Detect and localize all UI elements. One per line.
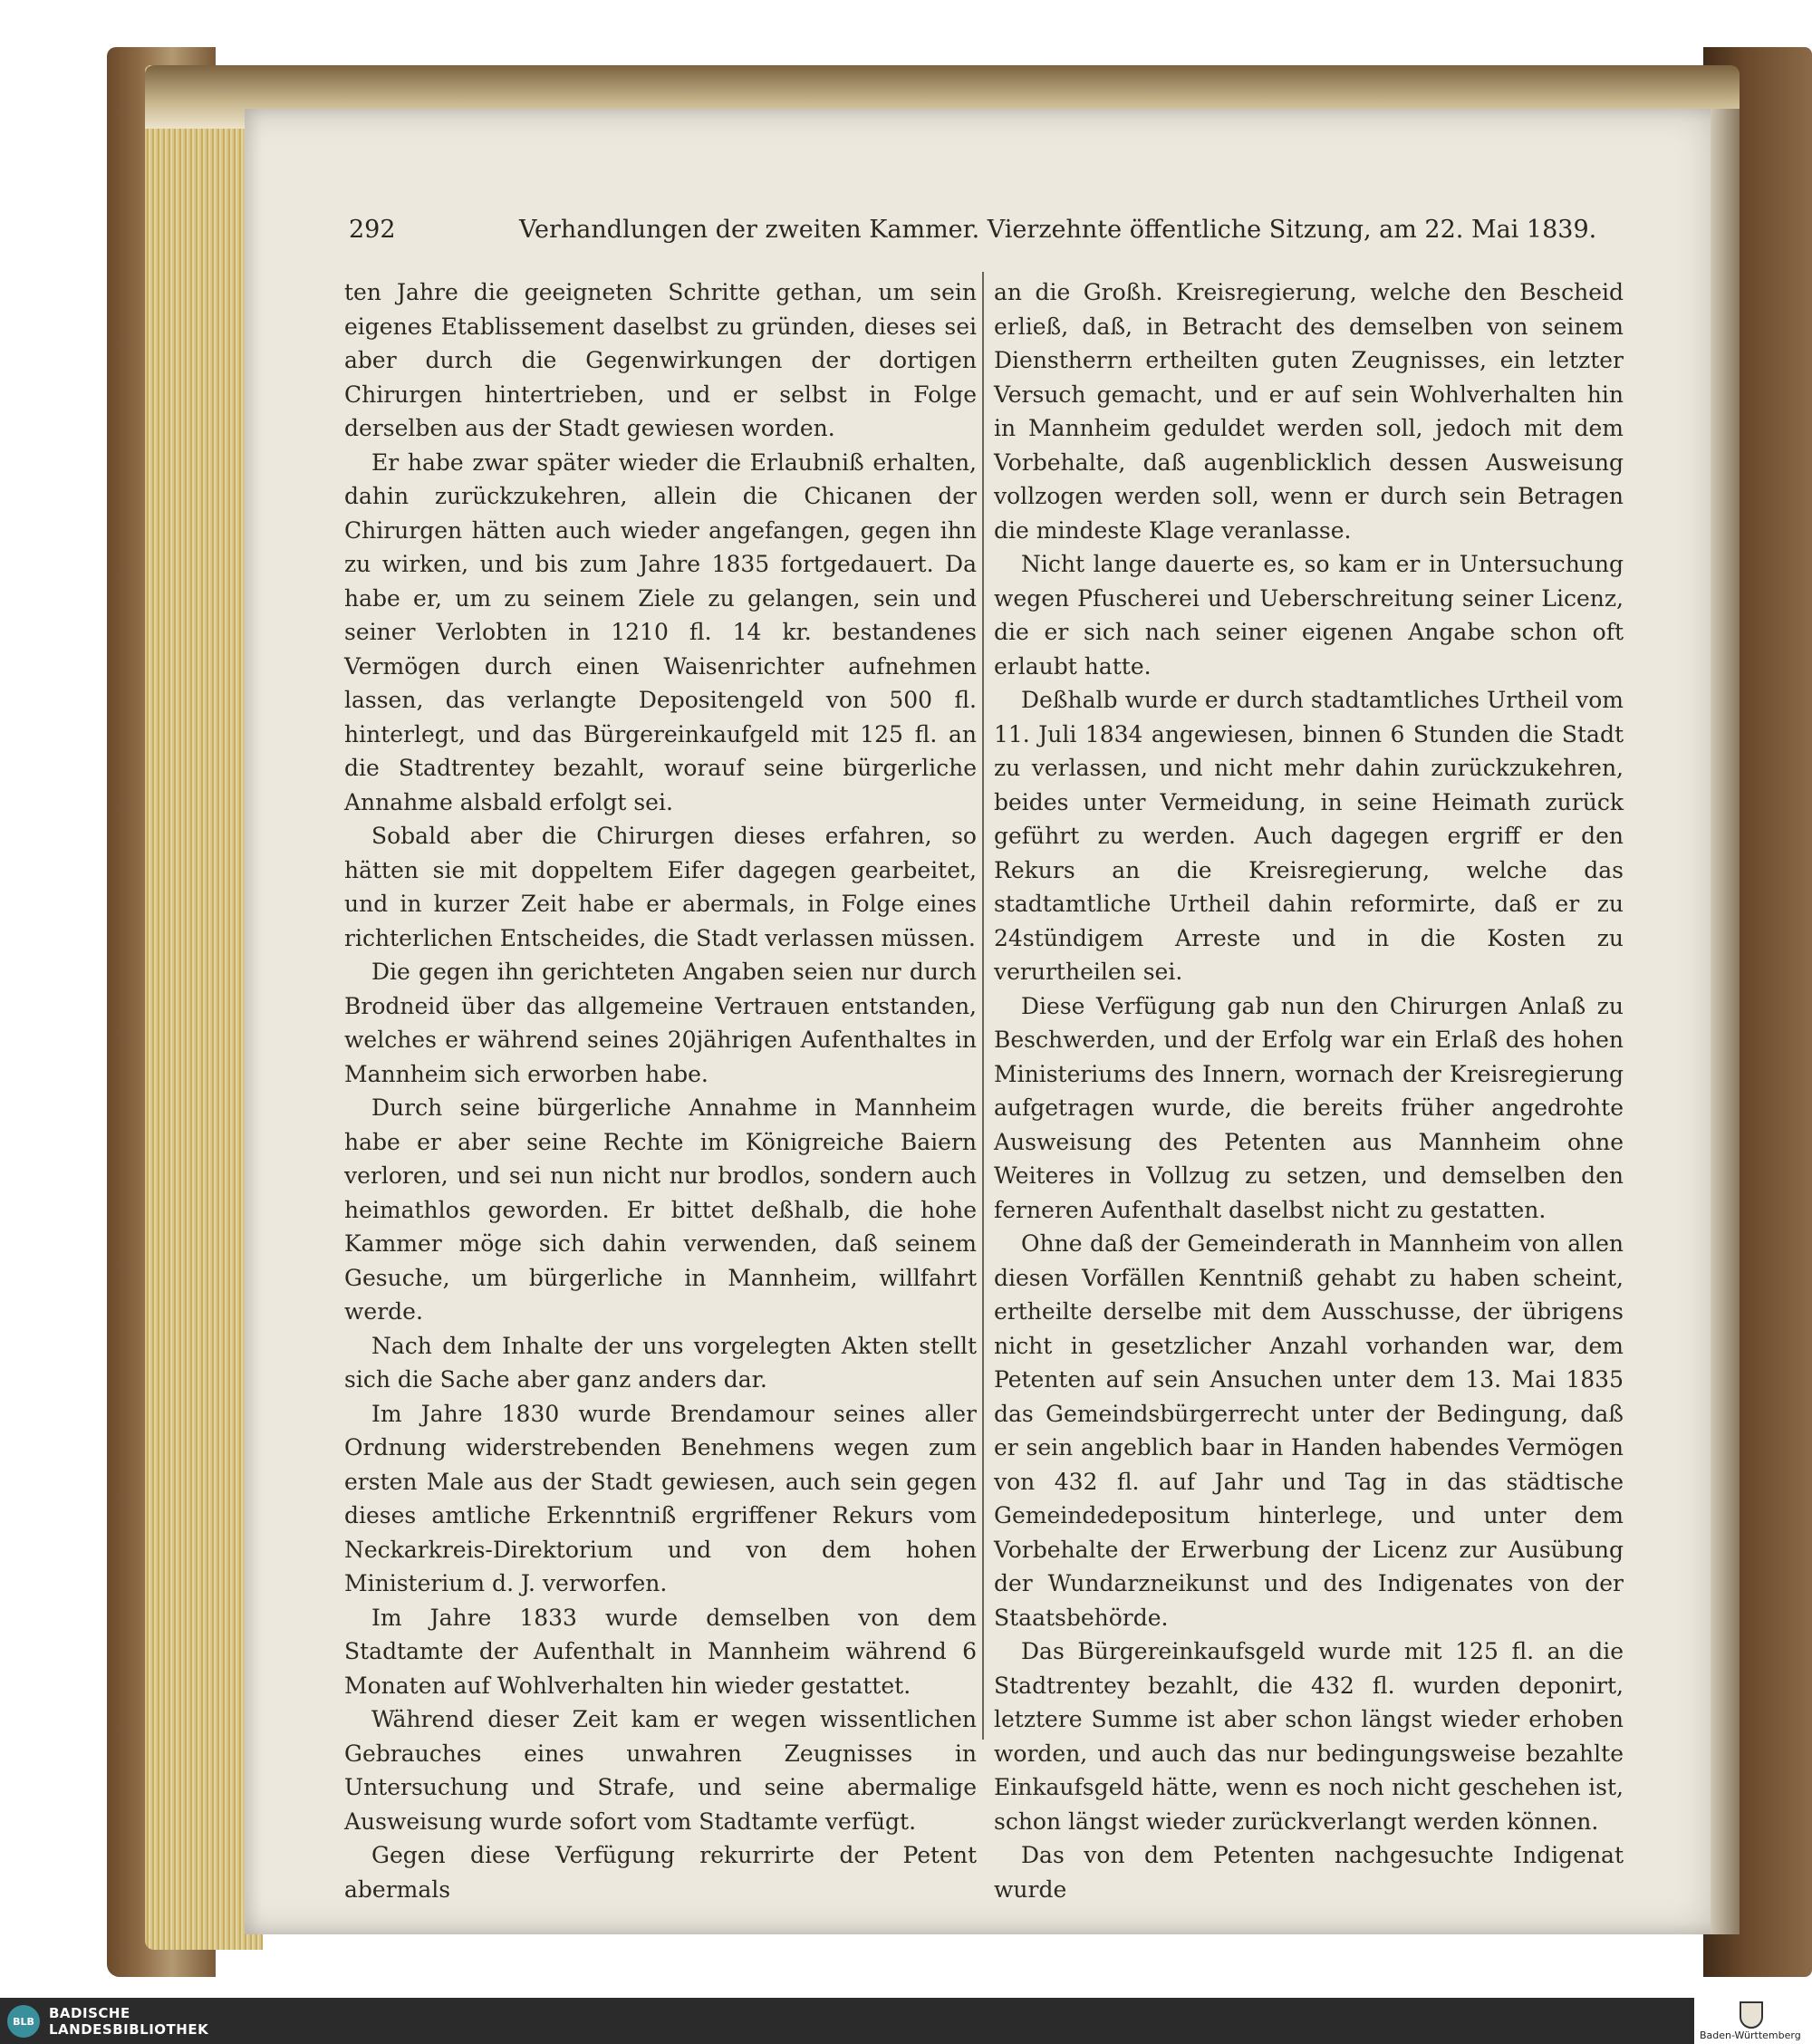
paragraph: Diese Verfügung gab nun den Chirurgen Anlaß zu Beschwerden, und der Erfolg war ein Erlaß des hohen Ministeriums des Innern, wornach der Kreisregierung aufgetragen wurde, die bereits früher angedrohte Ausweisung des Petenten aus Mannheim ohne Weiteres in Vollzug zu setzen, und demselben den ferneren Aufenthalt daselbst nicht zu gestatten. — [994, 992, 1624, 1223]
paragraph: ten Jahre die geeigneten Schritte gethan, um sein eigenes Etablissement daselbst zu gründen, dieses sei aber durch die Gegenwirkungen der dortigen Chirurgen hintertrieben, und er selbst in Folge derselben aus der Stadt gewiesen worden. — [344, 279, 977, 441]
footer-bar — [0, 1998, 1812, 2044]
paragraph: Ohne daß der Gemeinderath in Mannheim von allen diesen Vorfällen Kenntniß gehabt zu haben scheint, ertheilte derselbe mit dem Ausschusse, der übrigens nicht in gesetzlicher Anzahl vorhanden war, dem Petenten auf sein Ansuchen unter dem 13. Mai 1835 das Gemeindsbürgerrecht unter der Bedingung, daß er sein angeblich baar in Handen habendes Vermögen von 432 fl. auf Jahr und Tag in das städtische Gemeindedepositum hinterlege, und unter dem Vorbehalte der Erwerbung der Licenz zur Ausübung der Wundarzneikunst und des Indigenates von der Staatsbehörde. — [994, 1230, 1624, 1631]
paragraph: Nach dem Inhalte der uns vorgelegten Akten stellt sich die Sache aber ganz anders dar. — [344, 1332, 977, 1393]
paragraph: Während dieser Zeit kam er wegen wissentlichen Gebrauches eines unwahren Zeugnisses in Untersuchung und Strafe, und seine abermalige Ausweisung wurde sofort vom Stadtamte verfügt. — [344, 1706, 977, 1835]
paragraph: Er habe zwar später wieder die Erlaubniß erhalten, dahin zurückzukehren, allein die Chicanen der Chirurgen hätten auch wieder angefangen, gegen ihn zu wirken, und bis zum Jahre 1835 fortgedauert. Da habe er, um zu seinem Ziele zu gelangen, sein und seiner Verlobten in 1210 fl. 14 kr. bestandenes Vermögen durch einen Waisenrichter aufnehmen lassen, das verlangte Depositengeld von 500 fl. hinterlegt, und das Bürgereinkaufgeld mit 125 fl. an die Stadtrentey bezahlt, worauf seine bürgerliche Annahme alsbald erfolgt sei. — [344, 448, 977, 815]
header-title: Verhandlungen der zweiten Kammer. Vierzehnte öffentliche Sitzung, am 22. Mai 1839. — [519, 216, 1597, 244]
page-gutter — [1711, 109, 1740, 1934]
paragraph: Nicht lange dauerte es, so kam er in Untersuchung wegen Pfuscherei und Ueberschreitung seiner Licenz, die er sich nach seiner eigenen Angabe schon oft erlaubt hatte. — [994, 551, 1624, 680]
library-name-line1: BADISCHE — [49, 2005, 130, 2021]
paragraph: an die Großh. Kreisregierung, welche den Bescheid erließ, daß, in Betracht des demselben von seinem Dienstherrn ertheilten guten Zeugnisses, ein letzter Versuch gemacht, und er auf sein Wohlverhalten hin in Mannheim geduldet werden soll, jedoch mit dem Vorbehalte, daß augenblicklich dessen Ausweisung vollzogen werden soll, wenn er durch sein Betragen die mindeste Klage veranlasse. — [994, 279, 1624, 544]
page-number: 292 — [349, 216, 396, 244]
state-logo[interactable] — [1694, 1998, 1812, 2044]
paragraph: Das Bürgereinkaufsgeld wurde mit 125 fl. an die Stadtrentey bezahlt, die 432 fl. wurden deponirt, letztere Summe ist aber schon längst wieder erhoben worden, und auch das nur bedingungsweise bezahlte Einkaufsgeld hätte, wenn es noch nicht geschehen ist, schon längst wieder zurückverlangt werden können. — [994, 1638, 1624, 1835]
paragraph: Im Jahre 1830 wurde Brendamour seines aller Ordnung widerstrebenden Benehmens wegen zum ersten Male aus der Stadt gewiesen, auch sein gegen dieses amtliche Erkenntniß ergriffener Rekurs vom Neckarkreis-Direktorium und von dem hohen Ministerium d. J. verworfen. — [344, 1400, 977, 1596]
text-column-right — [994, 275, 1624, 1906]
paragraph: Gegen diese Verfügung rekurrirte der Petent abermals — [344, 1842, 977, 1903]
running-head — [349, 216, 1597, 252]
paragraph: Sobald aber die Chirurgen dieses erfahren, so hätten sie mit doppeltem Eifer dagegen gearbeitet, und in kurzer Zeit habe er abermals, in Folge eines richterlichen Entscheides, die Stadt verlassen müssen. — [344, 823, 977, 951]
paragraph: Das von dem Petenten nachgesuchte Indigenat wurde — [994, 1842, 1624, 1903]
paragraph: Die gegen ihn gerichteten Angaben seien nur durch Brodneid über das allgemeine Vertrauen entstanden, welches er während seines 20jährigen Aufenthaltes in Mannheim sich erworben habe. — [344, 959, 977, 1087]
paragraph: Im Jahre 1833 wurde demselben von dem Stadtamte der Aufenthalt in Mannheim während 6 Monaten auf Wohlverhalten hin wieder gestattet. — [344, 1604, 977, 1699]
blb-logo-icon[interactable]: BLB — [7, 2005, 40, 2038]
coat-of-arms-icon — [1740, 2001, 1763, 2029]
paragraph: Durch seine bürgerliche Annahme in Mannheim habe er aber seine Rechte im Königreiche Baiern verloren, und sei nun nicht nur brodlos, sondern auch heimathlos geworden. Er bittet deßhalb, die hohe Kammer möge sich dahin verwenden, daß seinem Gesuche, um bürgerliche in Mannheim, willfahrt werde. — [344, 1094, 977, 1325]
column-divider — [982, 272, 984, 1740]
library-name[interactable] — [49, 2005, 208, 2038]
text-column-left — [344, 275, 977, 1906]
library-name-line2: LANDESBIBLIOTHEK — [49, 2021, 209, 2038]
paragraph: Deßhalb wurde er durch stadtamtliches Urtheil vom 11. Juli 1834 angewiesen, binnen 6 Stunden die Stadt zu verlassen, und nicht mehr dahin zurückzukehren, beides unter Vermeidung, in seine Heimath zurück geführt zu werden. Auch dagegen ergriff er den Rekurs an die Kreisregierung, welche das stadtamtliche Urtheil dahin reformirte, daß er zu 24stündigem Arreste und in die Kosten zu verurtheilen sei. — [994, 687, 1624, 985]
state-name: Baden-Württemberg — [1700, 2030, 1801, 2041]
